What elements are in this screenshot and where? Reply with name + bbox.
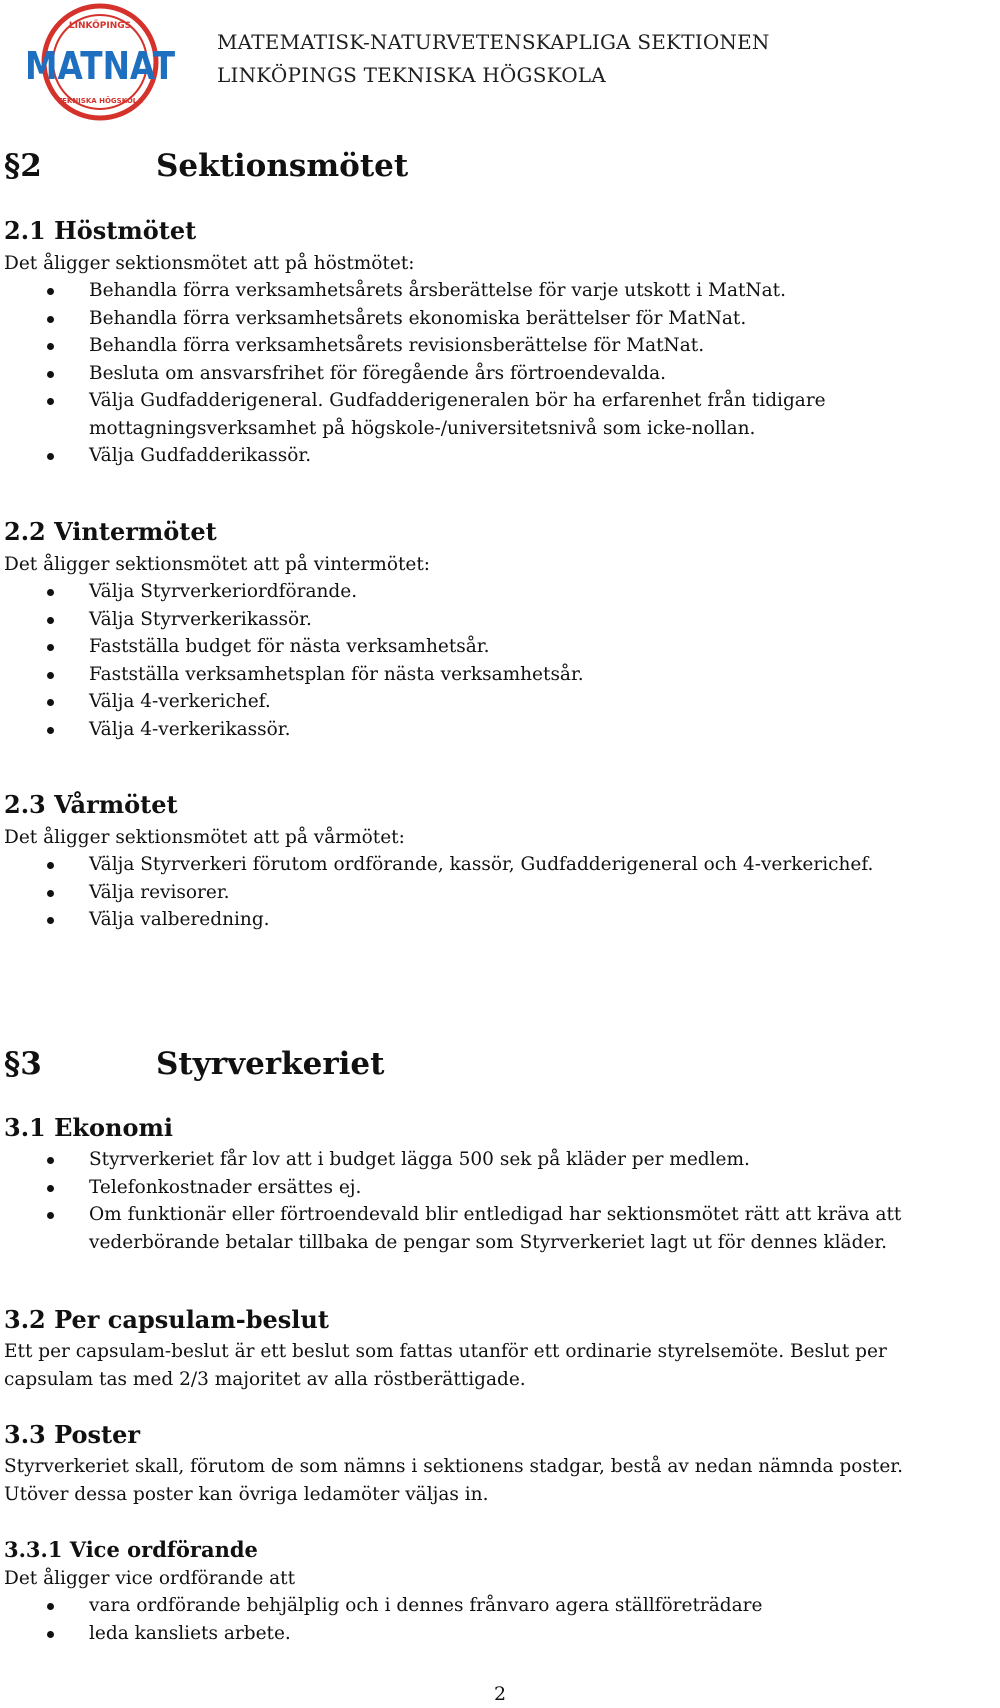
- list-item: Välja Styrverkeri förutom ordförande, kassör, Gudfadderigeneral och 4-verkerichef.: [0, 851, 955, 879]
- bullet-list: [0, 1146, 955, 1256]
- bullet-icon: [47, 1631, 54, 1638]
- bullet-icon: [47, 890, 54, 897]
- subsection-heading: 3.2 Per capsulam-beslut: [4, 1305, 329, 1334]
- list-item: Välja 4-verkerikassör.: [0, 716, 955, 744]
- list-item: Behandla förra verksamhetsårets revisionsberättelse för MatNat.: [0, 332, 955, 360]
- bullet-icon: [47, 343, 54, 350]
- subsection-intro: Det åligger sektionsmötet att på höstmötet:: [4, 253, 415, 274]
- list-item: Om funktionär eller förtroendevald blir entledigad har sektionsmötet rätt att kräva att vederbörande betalar tillbaka de pengar som Styrverkeriet lagt ut för dennes kläder.: [0, 1201, 955, 1256]
- list-item: Välja revisorer.: [0, 879, 955, 907]
- section-heading: [4, 148, 408, 184]
- list-item: Fastställa verksamhetsplan för nästa verksamhetsår.: [0, 661, 955, 689]
- list-item: Välja Gudfadderikassör.: [0, 442, 955, 470]
- bullet-icon: [47, 617, 54, 624]
- bullet-icon: [47, 453, 54, 460]
- subsection-heading: 3.3 Poster: [4, 1420, 141, 1449]
- bullet-icon: [47, 699, 54, 706]
- bullet-icon: [47, 644, 54, 651]
- section-title: Sektionsmötet: [156, 148, 409, 184]
- bullet-icon: [47, 672, 54, 679]
- list-item: Behandla förra verksamhetsårets årsberättelse för varje utskott i MatNat.: [0, 277, 955, 305]
- bullet-list: [0, 277, 955, 470]
- subsection-heading: 3.1 Ekonomi: [4, 1113, 174, 1142]
- paragraph: Ett per capsulam-beslut är ett beslut som fattas utanför ett ordinarie styrelsemöte. Beslut per capsulam tas med 2/3 majoritet av alla röstberättigade.: [4, 1341, 887, 1390]
- bullet-list: [0, 1592, 955, 1647]
- bullet-icon: [47, 1212, 54, 1219]
- bullet-icon: [47, 288, 54, 295]
- subsection-intro: Det åligger sektionsmötet att på vårmötet:: [4, 827, 405, 848]
- section-number: §2: [4, 148, 42, 184]
- bullet-list: [0, 578, 955, 743]
- org-name-line2: LINKÖPINGS TEKNISKA HÖGSKOLA: [217, 63, 606, 87]
- bullet-icon: [47, 1185, 54, 1192]
- list-item: leda kansliets arbete.: [0, 1620, 955, 1648]
- list-item: Välja Gudfadderigeneral. Gudfadderigeneralen bör ha erfarenhet från tidigare mottagningsverksamhet på högskole-/universitetsnivå som icke-nollan.: [0, 387, 955, 442]
- list-item: Telefonkostnader ersättes ej.: [0, 1174, 955, 1202]
- bullet-icon: [47, 371, 54, 378]
- org-name-line1: MATEMATISK-NATURVETENSKAPLIGA SEKTIONEN: [217, 30, 770, 54]
- matnat-logo: [22, 2, 177, 120]
- list-item: Styrverkeriet får lov att i budget lägga 500 sek på kläder per medlem.: [0, 1146, 955, 1174]
- subsubsection-heading: 3.3.1 Vice ordförande: [4, 1537, 258, 1562]
- section-title: Styrverkeriet: [156, 1046, 385, 1082]
- subsection-heading: 2.3 Vårmötet: [4, 790, 178, 819]
- list-item: Välja Styrverkerikassör.: [0, 606, 955, 634]
- list-item: Välja Styrverkeriordförande.: [0, 578, 955, 606]
- list-item: Välja valberedning.: [0, 906, 955, 934]
- logo-bottom-text: TEKNISKA HÖGSKOLA: [57, 97, 143, 105]
- bullet-icon: [47, 1157, 54, 1164]
- list-item: Välja 4-verkerichef.: [0, 688, 955, 716]
- bullet-icon: [47, 727, 54, 734]
- page-number: 2: [493, 1683, 507, 1705]
- bullet-icon: [47, 1603, 54, 1610]
- bullet-list: [0, 851, 955, 934]
- section-heading: [4, 1046, 384, 1082]
- logo-main-text: MATNAT: [25, 44, 176, 88]
- bullet-icon: [47, 917, 54, 924]
- subsection-heading: 2.1 Höstmötet: [4, 216, 197, 245]
- subsection-intro: Det åligger vice ordförande att: [4, 1568, 296, 1589]
- bullet-icon: [47, 398, 54, 405]
- subsection-heading: 2.2 Vintermötet: [4, 517, 217, 546]
- subsection-intro: Det åligger sektionsmötet att på vintermötet:: [4, 554, 431, 575]
- bullet-icon: [47, 862, 54, 869]
- list-item: vara ordförande behjälplig och i dennes frånvaro agera ställföreträdare: [0, 1592, 955, 1620]
- section-number: §3: [4, 1046, 42, 1082]
- paragraph: Styrverkeriet skall, förutom de som nämns i sektionens stadgar, bestå av nedan nämnda poster. Utöver dessa poster kan övriga ledamöter väljas in.: [4, 1456, 903, 1505]
- list-item: Behandla förra verksamhetsårets ekonomiska berättelser för MatNat.: [0, 305, 955, 333]
- list-item: Besluta om ansvarsfrihet för föregående års förtroendevalda.: [0, 360, 955, 388]
- logo-top-text: LINKÖPINGS: [68, 21, 132, 31]
- list-item: Fastställa budget för nästa verksamhetsår.: [0, 633, 955, 661]
- bullet-icon: [47, 589, 54, 596]
- bullet-icon: [47, 316, 54, 323]
